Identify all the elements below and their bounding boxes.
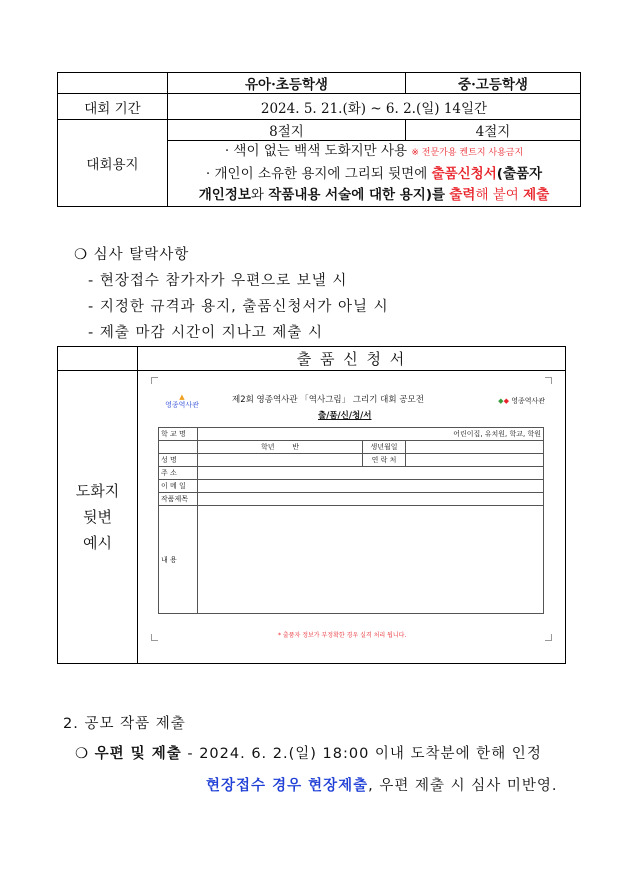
form-preview (138, 371, 566, 664)
logo-right: ◆◆ 영종역사관 (498, 397, 545, 405)
entry-form-example (57, 346, 566, 664)
email-label: 이 메 일 (159, 480, 198, 493)
period-value: 2024. 5. 21.(화) ~ 6. 2.(일) 14일간 (168, 94, 581, 120)
work-title-value[interactable] (198, 493, 544, 506)
disqualify-item: - 지정한 규격과 용지, 출품신청서가 아닐 시 (88, 299, 389, 315)
paper-size-middle: 4절지 (406, 120, 581, 141)
paper-rule-2: · 개인이 소유한 용지에 그리되 뒷면에 출품신청서(출품자 (205, 166, 543, 182)
paper-label: 대회용지 (58, 120, 168, 207)
period-label: 대회 기간 (58, 94, 168, 120)
form-box-header: 출 품 신 청 서 (138, 347, 566, 371)
col-middle-high-header: 중·고등학생 (406, 73, 581, 94)
paper-rule-3: 개인정보와 작품내용 서술에 대한 용지)를 출력해 붙여 제출 (198, 187, 550, 203)
form-corner-cell (58, 347, 138, 371)
section2-line2: 현장접수 경우 현장제출, 우편 제출 시 심사 미반영. (206, 778, 558, 794)
disqualify-item: - 현장접수 참가자가 우편으로 보낼 시 (88, 273, 348, 289)
contest-info-table (57, 72, 581, 207)
paper-rules (168, 141, 581, 207)
birth-value[interactable] (406, 441, 544, 454)
form-footer-note: * 출품자 정보가 부정확한 경우 실격 처리 됩니다. (278, 632, 407, 639)
name-value[interactable] (198, 454, 363, 467)
kent-paper-note: ※ 전문가용 켄트지 사용금지 (411, 148, 524, 158)
content-label: 내 용 (159, 506, 198, 614)
work-title-label: 작품제목 (159, 493, 198, 506)
school-hint: 어린이집, 유치원, 학교, 학원 (198, 428, 544, 441)
disqualify-heading: ❍ 심사 탈락사항 (74, 247, 190, 263)
col-elementary-header: 유아·초등학생 (168, 73, 406, 94)
contact-label: 연 락 처 (363, 454, 406, 467)
school-label: 학 교 명 (159, 428, 198, 441)
contact-value[interactable] (406, 454, 544, 467)
address-value[interactable] (198, 467, 544, 480)
logo-left: ▲ 영종역사관 (165, 393, 199, 409)
form-side-label: 도화지 뒷변 예시 (58, 371, 138, 664)
paper-size-elementary: 8절지 (168, 120, 406, 141)
address-label: 주 소 (159, 467, 198, 480)
paper-rule-1: · 색이 없는 백색 도화지만 사용 ※ 전문가용 켄트지 사용금지 (224, 143, 524, 159)
birth-label: 생년월일 (363, 441, 406, 454)
name-label: 성 명 (159, 454, 198, 467)
form-title: 출/품/신/청/서 (318, 411, 372, 421)
form-fields-table (158, 427, 544, 614)
grade-class: 학년 반 (198, 441, 363, 454)
section2-heading: 2. 공모 작품 제출 (63, 716, 186, 732)
content-value[interactable] (198, 506, 544, 614)
section2-line1: ❍ 우편 및 제출 - 2024. 6. 2.(일) 18:00 이내 도착분에 한해 인정 (75, 746, 542, 762)
contest-title: 제2회 영종역사관 「역사그림」 그리기 대회 공모전 (232, 395, 424, 405)
disqualify-item: - 제출 마감 시간이 지나고 제출 시 (88, 325, 323, 341)
corner-cell (58, 73, 168, 94)
email-value[interactable] (198, 480, 544, 493)
